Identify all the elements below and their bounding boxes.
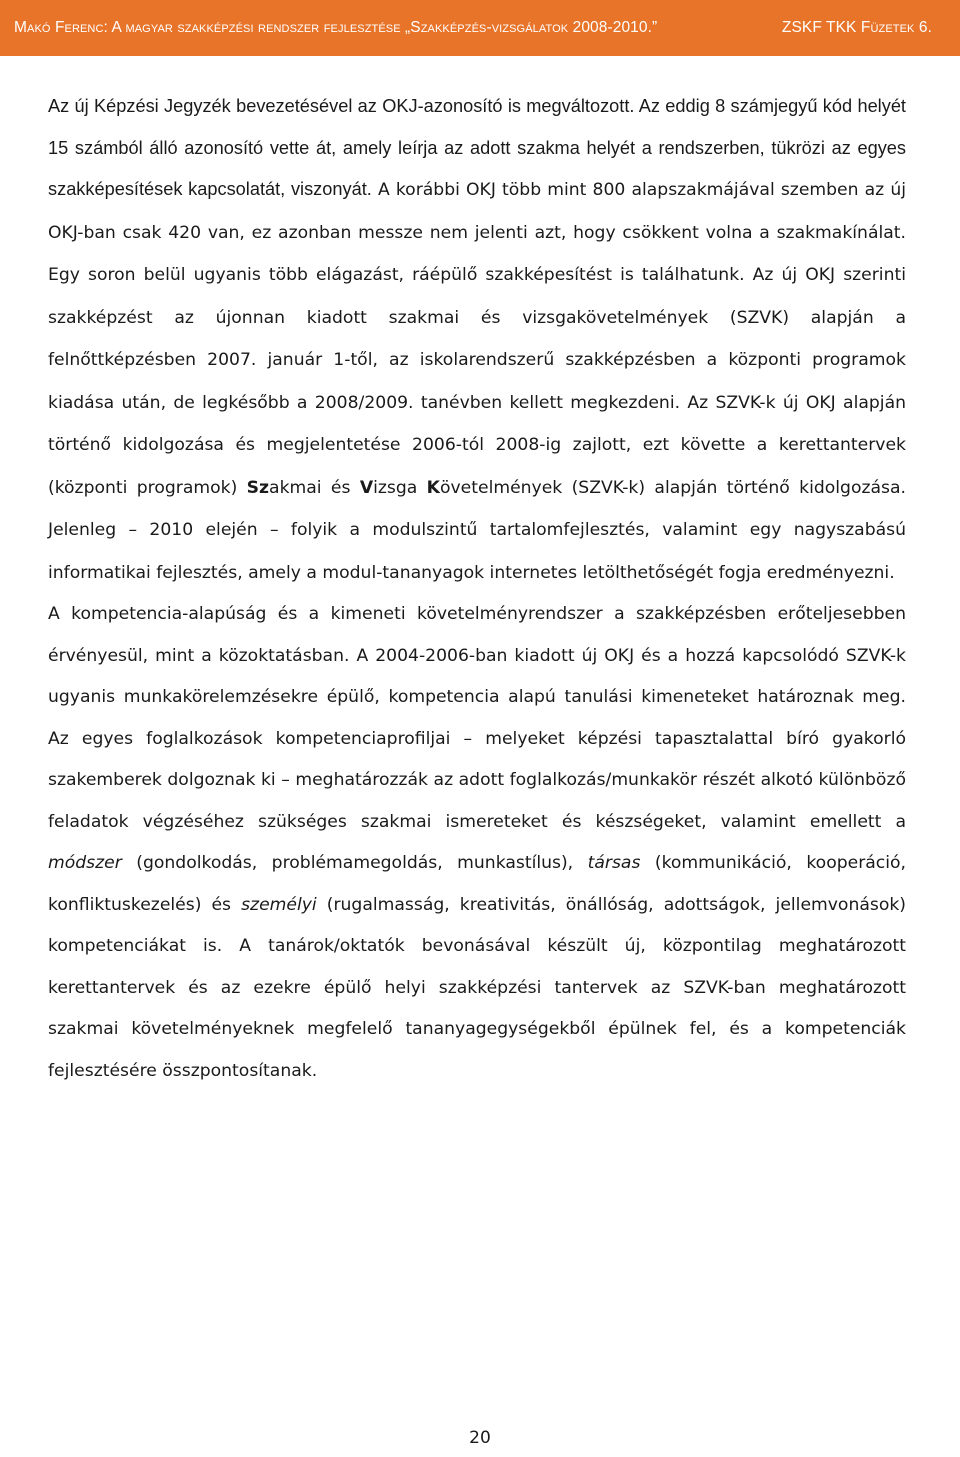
paragraph-2-part-d: (rugalmasság, kreativitás, önállóság, adottságok, jellemvonások) kompetenciákat is. A tanárok/oktatók bevonásával készült új, központilag meghatározott kerettantervek és az ezekre épülő helyi szakképzési tantervek az SZVK-ban meghatározott szakmai követelményeknek megfelelő tananyagegységekből épülnek fel, és a kompetenciák fejlesztésére összpontosítanak. <box>48 894 907 1081</box>
paragraph-1-cont-a: akmai és <box>269 477 360 498</box>
paragraph-1 <box>48 86 906 594</box>
body-text <box>48 86 906 1092</box>
acronym-letter-k: K <box>426 477 440 498</box>
paragraph-1-cont-c: övetelmények (SZVK-k) alapján történő kidolgozása. Jelenleg – 2010 elején – folyik a modulszintű tartalomfejlesztés, valamint egy nagyszabású informatikai fejlesztés, amely a modul-tananyagok internetes letölthetőségét fogja eredményezni. <box>48 477 906 583</box>
paragraph-2-part-a: A kompetencia-alapúság és a kimeneti követelményrendszer a szakképzésben erőteljesebben érvényesül, mint a közoktatásban. A 2004-2006-ban kiadott új OKJ és a hozzá kapcsolódó SZVK-k ugyanis munkakörelemzésekre épülő, kompetencia alapú tanulási kimeneteket határoznak meg. Az egyes foglalkozások kompetenciaprofiljai – melyeket képzési tapasztalattal bíró gyakorló szakemberek dolgoznak ki – meghatározzák az adott foglalkozás/munkakör részét alkotó különböző feladatok végzéséhez szükséges szakmai ismereteket és készségeket, valamint emellett a <box>48 604 906 832</box>
paragraph-1-main: A korábbi OKJ több mint 800 alapszakmájával szemben az új OKJ-ban csak 420 van, ez azonban messze nem jelenti azt, hogy csökkent volna a szakmakínálat. Egy soron belül ugyanis több elágazást, ráépülő szakképesítést is találhatunk. Az új OKJ szerinti szakképzést az újonnan kiadott szakmai és vizsgakövetelmények (SZVK) alapján a felnőttképzésben 2007. január 1-től, az iskolarendszerű szakképzésben a központi programok kiadása után, de legkésőbb a 2008/2009. tanévben kellett megkezdeni. Az SZVK-k új OKJ alapján történő kidolgozása és megjelentetése 2006-tól 2008-ig zajlott, ezt követte a kerettantervek (központi programok) <box>48 180 907 498</box>
paragraph-1-cont-b: izsga <box>373 477 427 498</box>
running-header <box>0 0 960 56</box>
header-title: Makó Ferenc: A magyar szakképzési rendszer fejlesztése „Szakképzés-vizsgálatok 2008-2010.” <box>14 19 658 36</box>
term-social: társas <box>587 853 641 873</box>
paragraph-1-intro: Az új Képzési Jegyzék bevezetésével az OKJ-azonosító is megváltozott. Az eddig 8 számjegyű kód helyét 15 számból álló azonosító vette át, amely leírja az adott szakma helyét a rendszerben, tükrözi az egyes szakképesítések kapcsolatát, viszonyát. <box>48 96 906 199</box>
term-method: módszer <box>48 853 122 873</box>
paragraph-2 <box>48 594 906 1092</box>
acronym-letter-v: V <box>359 477 374 498</box>
header-series: ZSKF TKK Füzetek 6. <box>781 19 932 36</box>
term-personal: személyi <box>241 894 317 915</box>
paragraph-2-part-b: (gondolkodás, problémamegoldás, munkastílus), <box>121 853 588 873</box>
acronym-letter-sz: Sz <box>246 477 270 498</box>
paragraph-2-part-c: (kommunikáció, kooperáció, konfliktuskezelés) és <box>48 853 906 915</box>
page-number: 20 <box>469 1428 491 1448</box>
